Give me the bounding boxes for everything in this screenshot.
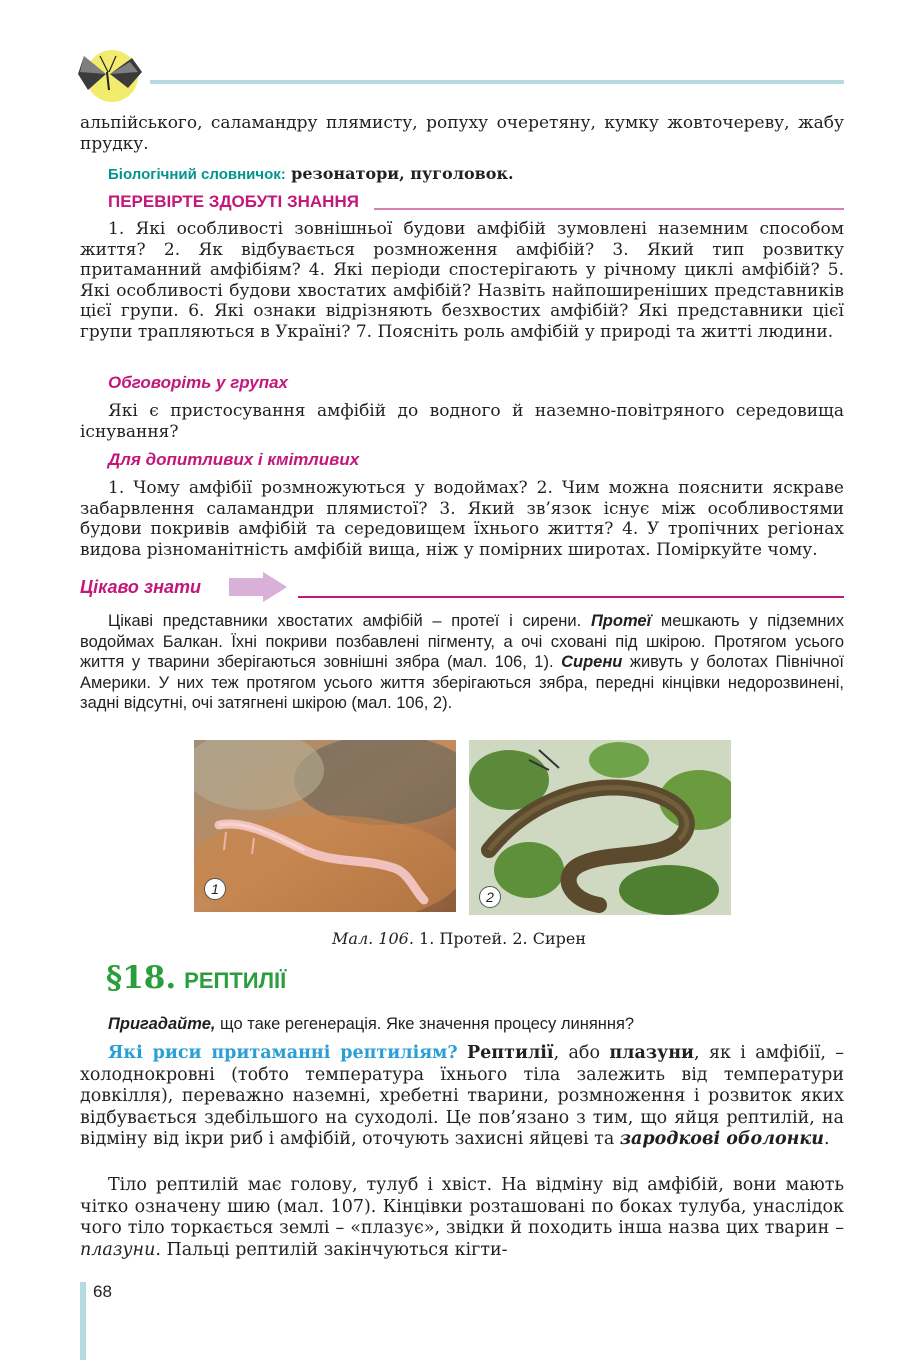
body-text-part: . Пальці рептилій закінчуються кігти- [155, 1239, 508, 1260]
recall-label: Пригадайте, [108, 1015, 216, 1033]
term-plazuny-italic: плазуни [80, 1239, 156, 1260]
caption-text: . 1. Протей. 2. Сирен [408, 929, 586, 948]
recall-line [108, 1015, 634, 1034]
check-knowledge-heading: ПЕРЕВІРТЕ ЗДОБУТІ ЗНАННЯ [108, 192, 359, 211]
interesting-text-part: живуть у болотах Північної Америки. У них теж протягом усього життя зберігаються зябра, передні кінцівки недорозвинені, задні відсутні, очі затягнені шкірою (мал. 106, 2). [80, 653, 844, 712]
term-embryonic-membranes: зародкові оболонки [619, 1129, 824, 1150]
page-margin-bar [80, 1282, 86, 1360]
dictionary-terms: резонатори, пуголовок. [291, 164, 514, 183]
body-paragraph-1 [80, 1043, 844, 1151]
dictionary-label: Біологічний словничок: [108, 166, 286, 183]
header-rule [150, 80, 844, 84]
discuss-text: Які є пристосування амфібій до водного й наземно-повітряного середовища існування? [80, 401, 844, 442]
siren-image [469, 740, 731, 915]
interesting-text-part: Цікаві представники хвостатих амфібій – протеї і сирени. [108, 612, 591, 630]
caption-ref: Мал. 106 [332, 929, 409, 948]
chapter-title: РЕПТИЛІЇ [184, 968, 287, 993]
recall-text: що таке регенерація. Яке значення процесу линяння? [215, 1015, 635, 1033]
body-text-part: Тіло рептилій має голову, тулуб і хвіст. На відміну від амфібій, вони мають чітко означену шию (мал. 107). Кінцівки розташовані по боках тулуба, унаслідок чого тіло торкається землі – «плазує», звідки й походить інша назва цих тварин – [80, 1175, 844, 1239]
intro-paragraph: альпійського, саламандру плямисту, ропуху очеретяну, кумку жовточереву, жабу прудку. [80, 113, 844, 154]
body-paragraph-2 [80, 1175, 844, 1261]
chapter-number: §18. [106, 960, 177, 996]
photo-olm [194, 740, 456, 912]
figure-caption [0, 929, 918, 948]
term-protei: Протеї [590, 612, 652, 630]
body-text-part: , або [553, 1043, 610, 1063]
body-text-part: . [824, 1129, 830, 1150]
term-syreny: Сирени [561, 653, 623, 671]
chapter-heading [106, 960, 286, 996]
body-question: Які риси притаманні рептиліям? [108, 1043, 458, 1063]
curious-text: 1. Чому амфібії розмножуються у водоймах? 2. Чим можна пояснити яскраве забарвлення саламандри плямистої? 3. Який зв’язок існує між особливостями будови покривів амфібій та середовищем їхнього життя? 4. У тропічних регіонах видова різноманітність амфібій вища, ніж у помірних широтах. Поміркуйте чому. [80, 478, 844, 560]
page-number: 68 [93, 1282, 112, 1301]
body-text-part [458, 1043, 467, 1063]
olm-image [194, 740, 456, 912]
check-knowledge-text: 1. Які особливості зовнішньої будови амфібій зумовлені наземним способом життя? 2. Як відбувається розмноження амфібій? 3. Який тип розвитку притаманний амфібіям? 4. Які періоди спостерігають у річному циклі амфібій? 5. Які особливості будови хвостатих амфібій? Назвіть найпоширеніших представників цієї групи. 6. Які ознаки відрізняють безхвостих амфібій? Які представники цієї групи трапляються в Україні? 7. Поясніть роль амфібій у природі та житті людини. [80, 219, 844, 342]
check-heading-rule [374, 208, 844, 210]
arrow-icon [227, 572, 289, 602]
interesting-text-part: мешкають у підземних водоймах Балкан. Їхні покриви позбавлені пігменту, а очі сховані під шкірою. Протягом усього життя у тварини зберігаються зовнішні зябра (мал. 106, 1). [80, 612, 844, 671]
discuss-heading: Обговоріть у групах [108, 373, 288, 392]
interesting-text [80, 611, 844, 714]
term-plazuny: плазуни [609, 1043, 695, 1063]
butterfly-logo-icon [70, 44, 152, 106]
photo-number-2: 2 [479, 886, 501, 908]
curious-heading: Для допитливих і кмітливих [108, 450, 360, 469]
interesting-heading: Цікаво знати [80, 577, 201, 597]
photo-number-1: 1 [204, 878, 226, 900]
photo-siren [469, 740, 731, 915]
interesting-rule [298, 596, 844, 598]
term-reptilii: Рептилії [467, 1043, 554, 1063]
biology-dictionary [80, 164, 844, 186]
body-text-part: , як і амфібії, – холоднокровні (тобто температура їхнього тіла залежить від температури довкілля), переважно наземні, хребетні тварини, розмноження і розвиток яких відбувається здебільшого на суходолі. Це пов’язано з тим, що яйця рептилій, на відміну від ікри риб і амфібій, оточують захисні яйцеві та [80, 1043, 844, 1150]
